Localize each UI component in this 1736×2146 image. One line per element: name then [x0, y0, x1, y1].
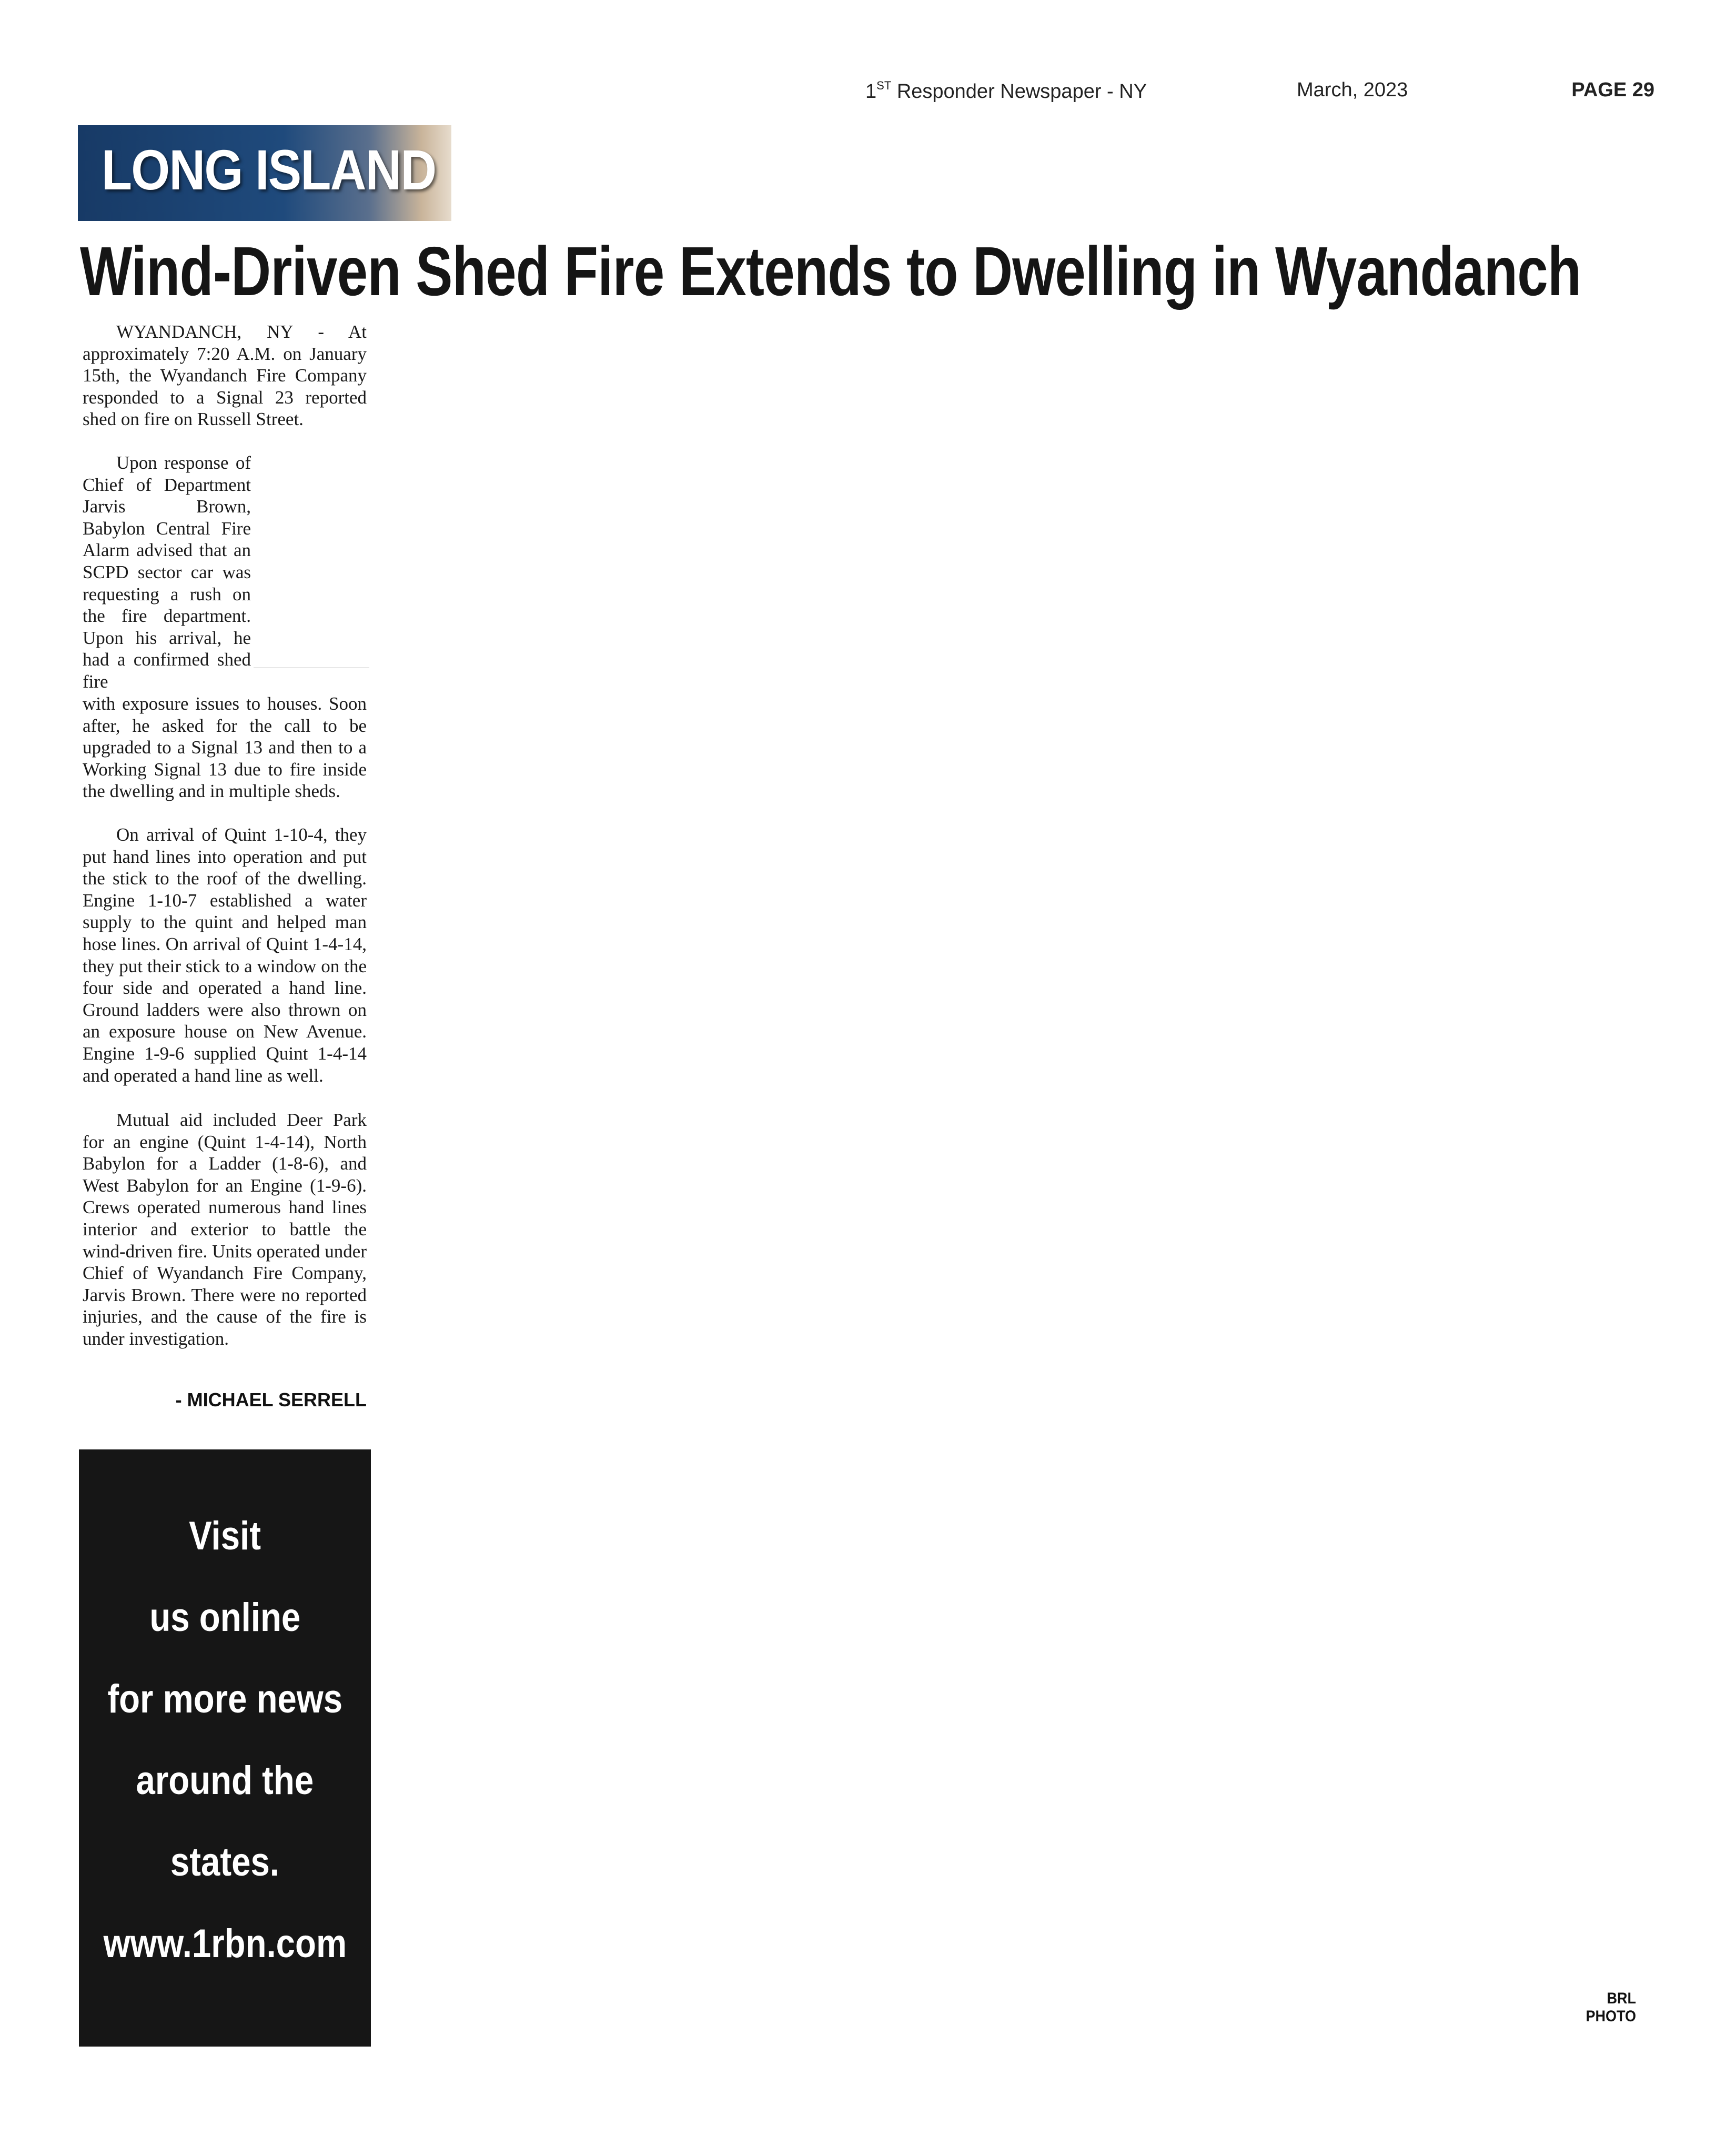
- article-headline: Wind-Driven Shed Fire Extends to Dwelling in Wyandanch: [80, 233, 1581, 310]
- promo-line: for more news: [107, 1677, 342, 1721]
- article-byline: - MICHAEL SERRELL: [175, 1389, 367, 1410]
- promo-website-link[interactable]: www.1rbn.com: [103, 1921, 347, 1966]
- text-wrap-divider: [254, 667, 369, 668]
- issue-date: March, 2023: [1297, 79, 1408, 101]
- promo-box: [79, 1449, 371, 2047]
- page-number: PAGE 29: [1571, 79, 1654, 101]
- promo-line: Visit: [189, 1514, 261, 1558]
- article-paragraph: Upon response of Chief of Department Jarvis Brown, Babylon Central Fire Alarm advised that an SCPD sector car was requesting a rush on the fire department. Upon his arrival, he had a confirmed shed fire: [83, 452, 251, 692]
- article-paragraph: On arrival of Quint 1-10-4, they put hand lines into operation and put the stick to the roof of the dwelling. Engine 1-10-7 established a water supply to the quint and helped man hose lines. On arrival of Quint 1-4-14, they put their stick to a window on the four side and operated a hand line. Ground ladders were also thrown on an exposure house on New Avenue. Engine 1-9-6 supplied Quint 1-4-14 and operated a hand line as well.: [83, 824, 367, 1086]
- promo-line: around the: [136, 1758, 314, 1803]
- article-paragraph-continued: with exposure issues to houses. Soon after, he asked for the call to be upgraded to a Signal 13 and then to a Working Signal 13 due to fire inside the dwelling and in multiple sheds.: [83, 693, 367, 802]
- photo-credit: BRL PHOTO: [1586, 1990, 1636, 2025]
- promo-line: us online: [149, 1595, 300, 1640]
- promo-line: states.: [170, 1840, 280, 1885]
- section-label: LONG ISLAND: [102, 138, 436, 201]
- section-banner: [78, 125, 451, 221]
- article-paragraph: Mutual aid included Deer Park for an engine (Quint 1-4-14), North Babylon for a Ladder (1-8-6), and West Babylon for an Engine (1-9-6). Crews operated numerous hand lines interior and exterior to battle the wind-driven fire. Units operated under Chief of Wyandanch Fire Company, Jarvis Brown. There were no reported injuries, and the cause of the fire is under investigation.: [83, 1110, 367, 1349]
- publication-name: 1ST Responder Newspaper - NY: [865, 79, 1147, 103]
- article-paragraph: WYANDANCH, NY - At approximately 7:20 A.M. on January 15th, the Wyandanch Fire Company responded to a Signal 23 reported shed on fire on Russell Street.: [83, 321, 367, 430]
